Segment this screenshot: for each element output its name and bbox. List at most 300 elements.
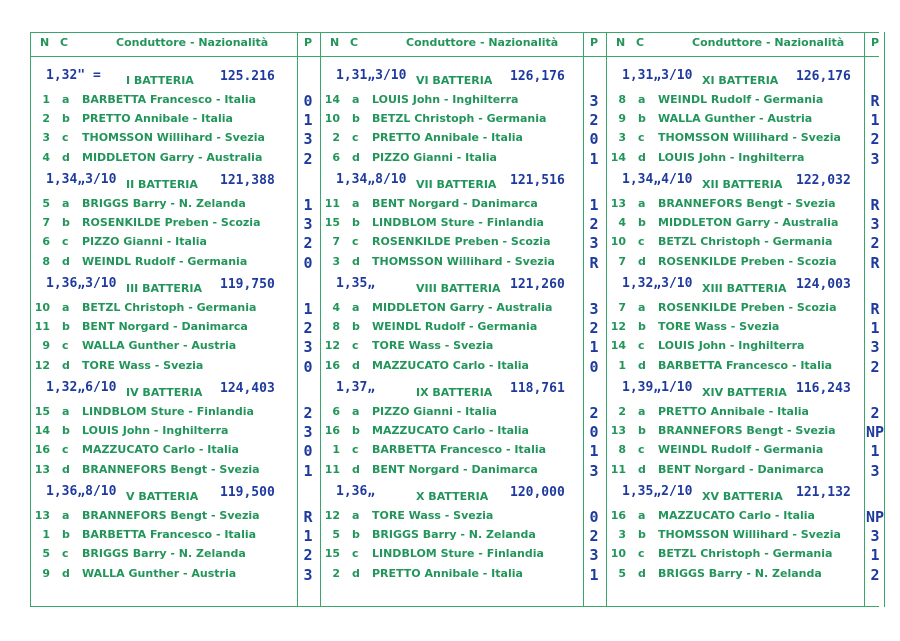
header-p: P [590,36,599,49]
start-number: 9 [42,339,50,353]
gate-letter: a [638,509,646,522]
handwritten-points: 2 [589,527,599,546]
driver-row [606,301,871,319]
driver-row [30,216,295,234]
header-n: N [40,36,50,49]
battery-title: XI BATTERIA [702,74,779,87]
start-number: 16 [610,509,626,522]
start-number: 2 [332,566,340,580]
start-number: 8 [42,254,50,268]
handwritten-points: 2 [589,111,599,130]
driver-name: BENT Norgard - Danimarca [372,197,538,210]
handwritten-points: 3 [303,565,313,584]
header-n: N [330,36,340,49]
header-rule [30,32,879,33]
gate-letter: a [352,197,360,210]
gate-letter: d [62,254,70,268]
handwritten-points: 2 [870,565,880,584]
driver-row [606,93,871,111]
gate-letter: d [638,462,646,476]
handwritten-points: NP [865,508,885,526]
gate-letter: d [352,254,360,268]
driver-name: PIZZO Gianni - Italia [372,405,497,418]
driver-name: PRETTO Annibale - Italia [82,112,233,126]
driver-name: BRIGGS Barry - N. Zelanda [82,547,246,561]
start-number: 15 [34,405,50,418]
driver-row [30,131,295,149]
handwritten-points: 0 [589,130,599,149]
handwritten-points: 1 [589,338,599,357]
driver-row [30,339,295,357]
driver-row [320,93,585,111]
handwritten-points: R [870,253,880,272]
driver-name: BRANNEFORS Bengt - Svezia [82,462,260,476]
start-number: 16 [324,424,340,438]
handwritten-lap-time: 1,36„ [336,484,376,499]
driver-name: TORE Wass - Svezia [372,339,494,353]
handwritten-lap-time: 1,35„ [336,276,376,291]
driver-row [320,463,585,481]
gate-letter: c [638,443,645,457]
driver-row [606,339,871,357]
handwritten-lap-time: 1,35„2/10 [622,484,693,499]
gate-letter: c [62,131,69,145]
handwritten-points: 2 [303,149,313,168]
handwritten-lap-time: 1,32" = [46,68,101,83]
driver-name: LOUIS John - Inghilterra [658,339,805,353]
driver-row [606,509,871,527]
battery-title: VI BATTERIA [416,74,493,87]
driver-name: TORE Wass - Svezia [372,509,494,522]
start-number: 12 [610,320,626,334]
gate-letter: a [352,405,360,418]
gate-letter: a [62,197,70,210]
handwritten-speed: 121,132 [796,485,851,500]
handwritten-points: 0 [303,357,313,376]
start-number: 11 [34,320,50,334]
gate-letter: b [62,112,70,126]
header-p: P [304,36,313,49]
start-number: 12 [324,339,340,353]
handwritten-points: R [870,300,880,318]
header-p: P [871,36,880,49]
gate-letter: c [638,547,645,561]
handwritten-speed: 116,243 [796,381,851,396]
start-number: 10 [324,112,340,126]
battery-title: XII BATTERIA [702,178,783,191]
driver-name: BENT Norgard - Danimarca [658,462,824,476]
driver-row [320,131,585,149]
handwritten-points: R [303,508,313,526]
driver-name: BARBETTA Francesco - Italia [82,93,257,106]
driver-name: WALLA Gunther - Austria [658,112,813,126]
handwritten-points: 3 [589,461,599,480]
gate-letter: b [638,320,646,334]
start-number: 7 [42,216,50,230]
gate-letter: c [62,235,69,249]
handwritten-lap-time: 1,36„3/10 [46,276,117,291]
driver-name: ROSENKILDE Preben - Scozia [372,235,551,249]
handwritten-lap-time: 1,31„3/10 [622,68,693,83]
handwritten-points: 1 [870,442,880,461]
handwritten-points: 2 [589,319,599,338]
driver-row [606,528,871,546]
gate-letter: d [62,462,70,476]
battery-title: XIII BATTERIA [702,282,787,295]
gate-letter: c [62,547,69,561]
driver-row [30,151,295,169]
driver-row [606,151,871,169]
handwritten-speed: 120,000 [510,485,565,500]
driver-name: BARBETTA Francesco - Italia [658,358,833,372]
driver-row [320,509,585,527]
gate-letter: b [62,320,70,334]
handwritten-points: 2 [589,215,599,234]
driver-row [606,463,871,481]
handwritten-points: 2 [589,404,599,422]
handwritten-lap-time: 1,32„3/10 [622,276,693,291]
gate-letter: b [352,320,360,334]
start-number: 7 [618,254,626,268]
driver-row [30,405,295,423]
driver-name: MAZZUCATO Carlo - Italia [658,509,815,522]
gate-letter: c [352,235,359,249]
gate-letter: a [638,93,646,106]
start-number: 14 [610,150,626,164]
header-c: C [636,36,645,49]
battery-title: XIV BATTERIA [702,386,787,399]
driver-name: WEINDL Rudolf - Germania [658,93,824,106]
gate-letter: c [352,131,359,145]
driver-name: THOMSSON Willihard - Svezia [658,528,841,542]
handwritten-points: 2 [870,357,880,376]
start-number: 9 [42,566,50,580]
handwritten-points: 0 [589,357,599,376]
driver-name: BETZL Christoph - Germania [658,235,833,249]
start-number: 1 [618,358,626,372]
handwritten-points: 1 [870,319,880,338]
driver-name: BRIGGS Barry - N. Zelanda [658,566,822,580]
start-number: 14 [34,424,50,438]
handwritten-points: 3 [870,527,880,546]
gate-letter: a [62,301,70,314]
handwritten-points: 1 [303,111,313,130]
driver-name: ROSENKILDE Preben - Scozia [658,301,837,314]
driver-name: BRANNEFORS Bengt - Svezia [658,197,836,210]
handwritten-speed: 124,003 [796,277,851,292]
handwritten-lap-time: 1,32„6/10 [46,380,117,395]
start-number: 5 [42,197,50,210]
start-number: 2 [618,405,626,418]
driver-name: LOUIS John - Inghilterra [372,93,519,106]
driver-name: BENT Norgard - Danimarca [372,462,538,476]
handwritten-speed: 121,260 [510,277,565,292]
start-number: 6 [332,150,340,164]
driver-name: LINDBLOM Sture - Finlandia [372,216,544,230]
driver-name: MIDDLETON Garry - Australia [658,216,839,230]
gate-letter: c [352,547,359,561]
start-number: 12 [34,358,50,372]
driver-row [30,112,295,130]
battery-title: XV BATTERIA [702,490,783,503]
handwritten-points: R [870,92,880,110]
gate-letter: d [638,150,646,164]
driver-row [30,424,295,442]
gate-letter: a [638,197,646,210]
handwritten-points: 1 [589,565,599,584]
battery-title: VIII BATTERIA [416,282,501,295]
driver-row [320,424,585,442]
handwritten-points: 1 [589,196,599,214]
gate-letter: a [638,405,646,418]
start-number: 4 [42,150,50,164]
driver-name: WEINDL Rudolf - Germania [658,443,824,457]
gate-letter: a [352,509,360,522]
driver-row [320,405,585,423]
driver-row [30,93,295,111]
driver-name: THOMSSON Willihard - Svezia [372,254,555,268]
battery-title: II BATTERIA [126,178,198,191]
driver-row [320,443,585,461]
driver-name: BENT Norgard - Danimarca [82,320,248,334]
start-number: 14 [324,93,340,106]
handwritten-points: 3 [589,546,599,565]
driver-name: WALLA Gunther - Austria [82,339,237,353]
handwritten-points: 2 [303,319,313,338]
driver-name: BRIGGS Barry - N. Zelanda [372,528,536,542]
start-number: 16 [34,443,50,457]
handwritten-lap-time: 1,36„8/10 [46,484,117,499]
driver-row [320,301,585,319]
handwritten-speed: 122,032 [796,173,851,188]
handwritten-points: 2 [303,546,313,565]
handwritten-points: 2 [870,404,880,422]
driver-row [320,151,585,169]
gate-letter: c [62,339,69,353]
battery-title: I BATTERIA [126,74,194,87]
handwritten-speed: 119,750 [220,277,275,292]
driver-row [606,424,871,442]
handwritten-points: 2 [303,234,313,253]
start-number: 12 [324,509,340,522]
driver-name: WEINDL Rudolf - Germania [372,320,538,334]
driver-name: BRANNEFORS Bengt - Svezia [82,509,260,522]
handwritten-points: 2 [870,234,880,253]
start-number: 15 [324,547,340,561]
start-number: 10 [34,301,50,314]
driver-row [606,255,871,273]
start-number: 3 [618,528,626,542]
handwritten-lap-time: 1,34„4/10 [622,172,693,187]
start-number: 6 [42,235,50,249]
driver-row [606,443,871,461]
header-c: C [60,36,69,49]
handwritten-points: 1 [870,111,880,130]
handwritten-points: 0 [303,253,313,272]
handwritten-points: 3 [870,215,880,234]
driver-name: BRIGGS Barry - N. Zelanda [82,197,246,210]
handwritten-points: NP [865,423,885,442]
gate-letter: d [352,150,360,164]
start-number: 1 [42,93,50,106]
driver-row [606,567,871,585]
start-number: 6 [332,405,340,418]
handwritten-points: 3 [870,338,880,357]
gate-letter: d [638,254,646,268]
driver-row [320,547,585,565]
gate-letter: c [62,443,69,457]
start-number: 11 [324,462,340,476]
gate-letter: c [638,339,645,353]
start-number: 2 [42,112,50,126]
driver-row [30,301,295,319]
gate-letter: d [62,358,70,372]
footer-rule [30,606,879,607]
handwritten-points: 0 [303,442,313,461]
driver-row [320,567,585,585]
driver-name: LINDBLOM Sture - Finlandia [372,547,544,561]
driver-row [320,528,585,546]
driver-name: BARBETTA Francesco - Italia [82,528,257,542]
handwritten-points: 1 [589,149,599,168]
handwritten-points: 0 [303,92,313,110]
gate-letter: c [352,339,359,353]
handwritten-lap-time: 1,39„1/10 [622,380,693,395]
driver-row [30,547,295,565]
gate-letter: a [62,405,70,418]
handwritten-points: 3 [589,300,599,318]
handwritten-points: 3 [303,130,313,149]
header-c: C [350,36,359,49]
start-number: 4 [332,301,340,314]
handwritten-points: 2 [870,130,880,149]
start-number: 13 [34,509,50,522]
start-number: 13 [610,424,626,438]
driver-row [30,509,295,527]
header-driver: Conduttore - Nazionalità [116,36,269,49]
start-number: 5 [42,547,50,561]
start-number: 3 [42,131,50,145]
driver-row [30,443,295,461]
handwritten-points: R [589,253,599,272]
driver-name: PIZZO Gianni - Italia [82,235,207,249]
handwritten-points: 1 [589,442,599,461]
gate-letter: d [62,566,70,580]
gate-letter: b [638,424,646,438]
start-number: 13 [34,462,50,476]
driver-row [606,112,871,130]
start-number: 5 [618,566,626,580]
handwritten-speed: 121,388 [220,173,275,188]
gate-letter: b [62,528,70,542]
start-number: 3 [332,254,340,268]
start-number: 1 [332,443,340,457]
gate-letter: a [62,509,70,522]
header-n: N [616,36,626,49]
gate-letter: c [638,131,645,145]
handwritten-points: 3 [303,215,313,234]
driver-name: THOMSSON Willihard - Svezia [82,131,265,145]
driver-row [606,131,871,149]
gate-letter: c [638,235,645,249]
driver-name: PRETTO Annibale - Italia [372,566,523,580]
driver-row [320,255,585,273]
start-number: 7 [332,235,340,249]
gate-letter: d [638,358,646,372]
driver-row [320,235,585,253]
driver-row [606,197,871,215]
driver-name: BETZL Christoph - Germania [658,547,833,561]
driver-row [30,463,295,481]
start-number: 9 [618,112,626,126]
start-number: 13 [610,197,626,210]
driver-name: BARBETTA Francesco - Italia [372,443,547,457]
driver-name: ROSENKILDE Preben - Scozia [658,254,837,268]
driver-row [320,320,585,338]
handwritten-lap-time: 1,37„ [336,380,376,395]
driver-name: THOMSSON Willihard - Svezia [658,131,841,145]
handwritten-speed: 121,516 [510,173,565,188]
gate-letter: b [62,216,70,230]
handwritten-points: 1 [303,461,313,480]
start-number: 11 [610,462,626,476]
driver-name: MAZZUCATO Carlo - Italia [372,424,529,438]
handwritten-speed: 118,761 [510,381,565,396]
driver-name: BRANNEFORS Bengt - Svezia [658,424,836,438]
start-number: 14 [610,339,626,353]
gate-letter: c [352,443,359,457]
driver-name: MAZZUCATO Carlo - Italia [372,358,529,372]
gate-letter: a [352,301,360,314]
handwritten-points: 3 [303,338,313,357]
start-number: 7 [618,301,626,314]
battery-title: VII BATTERIA [416,178,497,191]
gate-letter: d [352,462,360,476]
handwritten-lap-time: 1,34„3/10 [46,172,117,187]
gate-letter: a [638,301,646,314]
header-driver: Conduttore - Nazionalità [406,36,559,49]
start-number: 1 [42,528,50,542]
driver-row [30,359,295,377]
start-number: 8 [332,320,340,334]
start-number: 5 [332,528,340,542]
handwritten-points: 3 [870,149,880,168]
start-number: 16 [324,358,340,372]
handwritten-speed: 119,500 [220,485,275,500]
handwritten-points: 3 [870,461,880,480]
driver-name: MIDDLETON Garry - Australia [372,301,553,314]
header-driver: Conduttore - Nazionalità [692,36,845,49]
gate-letter: b [352,216,360,230]
handwritten-points: R [870,196,880,214]
handwritten-speed: 126,176 [796,69,851,84]
driver-name: WALLA Gunther - Austria [82,566,237,580]
driver-name: TORE Wass - Svezia [82,358,204,372]
driver-name: BETZL Christoph - Germania [82,301,257,314]
battery-title: X BATTERIA [416,490,489,503]
handwritten-points: 1 [303,300,313,318]
driver-row [30,528,295,546]
driver-name: PRETTO Annibale - Italia [372,131,523,145]
driver-row [30,255,295,273]
driver-name: LOUIS John - Inghilterra [82,424,229,438]
handwritten-points: 1 [303,196,313,214]
gate-letter: b [352,424,360,438]
handwritten-points: 1 [303,527,313,546]
start-number: 2 [332,131,340,145]
handwritten-lap-time: 1,31„3/10 [336,68,407,83]
battery-title: V BATTERIA [126,490,199,503]
